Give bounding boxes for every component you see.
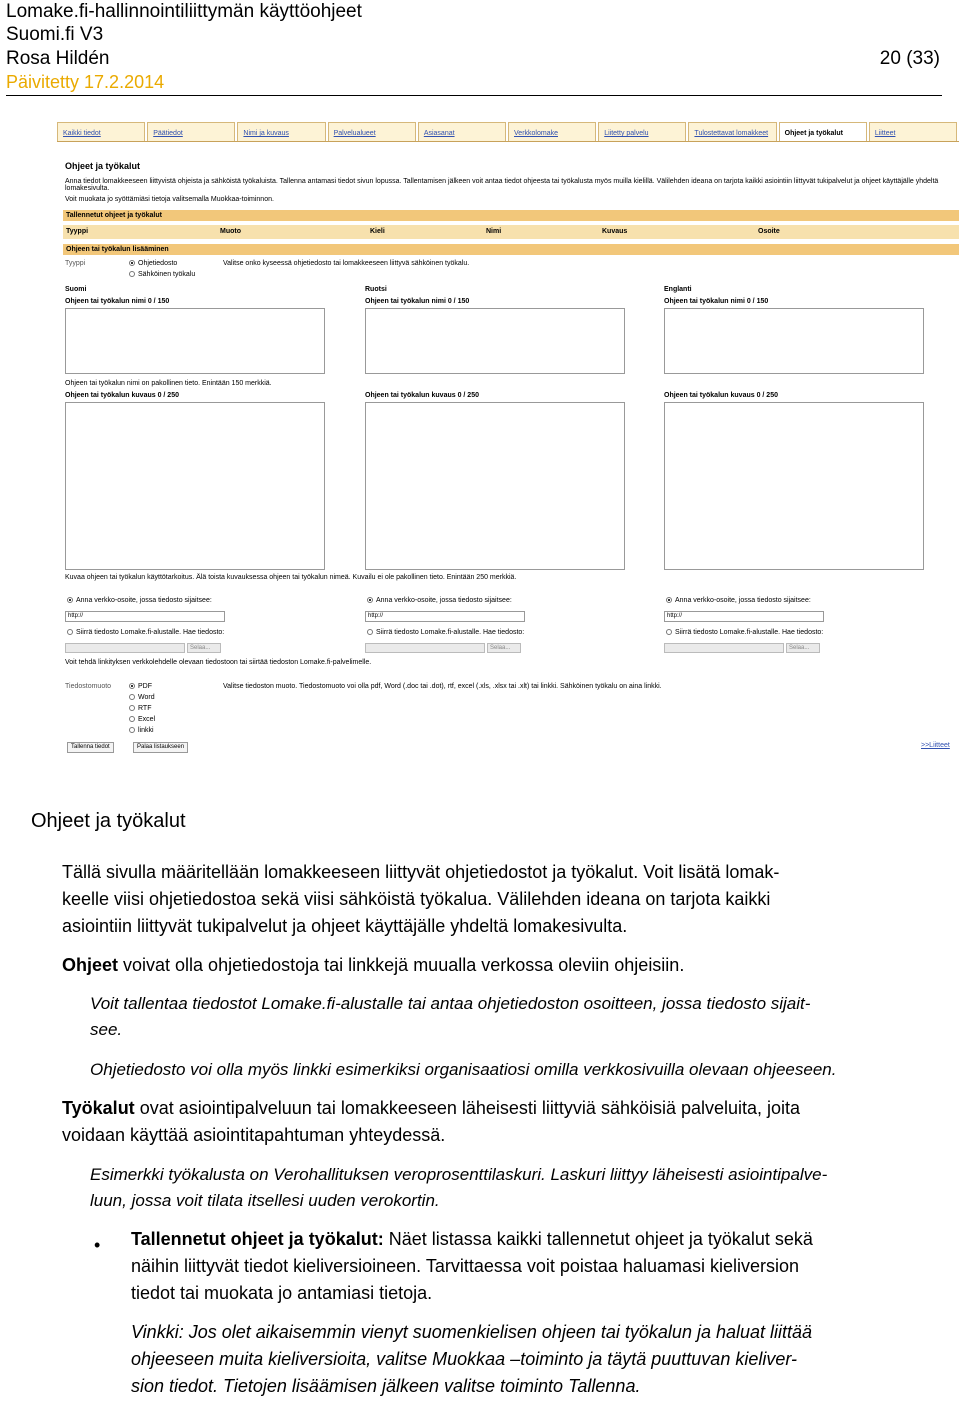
back-to-list-button[interactable]: Palaa listaukseen: [133, 742, 188, 753]
format-option-rtf[interactable]: RTF: [129, 705, 151, 712]
tab-main[interactable]: Päätiedot: [147, 122, 235, 141]
radio-icon: [666, 629, 672, 635]
saved-items-bar: Tallennetut ohjeet ja työkalut: [63, 210, 959, 221]
section-title: Ohjeet ja työkalut: [65, 161, 141, 171]
browse-button-sv[interactable]: Selaa...: [487, 643, 521, 653]
paragraph-5-line-1: Työkalut ovat asiointipalveluun tai lomakkeeseen läheisesti liittyviä sähköisiä palveluita, joita: [62, 1098, 801, 1118]
radio-icon: [129, 683, 135, 689]
edit-hint: Voit muokata jo syöttämiäsi tietoja valitsemalla Muokkaa-toiminnon.: [65, 196, 274, 203]
format-option-link[interactable]: linkki: [129, 727, 154, 734]
paragraph-3-line-2: see.: [90, 1020, 123, 1039]
desc-label-sv: Ohjeen tai työkalun kuvaus 0 / 250: [365, 392, 479, 399]
lang-fi: Suomi: [65, 286, 87, 293]
doc-version: Suomi.fi V3: [6, 24, 104, 45]
radio-icon: [129, 271, 135, 277]
intro-text: Anna tiedot lomakkeeseen liittyvistä ohjeista ja sähköistä työkaluista. Tallenna antamasi tiedot sivun lopussa. Tallentamisen jälkeen voit antaa tiedot ohjeesta tai työkalusta myös muilla kielillä. Välilehden ideana on tarjota kaikki asiointiin liittyvät tukipalvelut ja ohjeet käyttäjälle yhdeltä lomakesivulta.: [65, 178, 939, 192]
desc-label-fi: Ohjeen tai työkalun kuvaus 0 / 250: [65, 392, 179, 399]
radio-icon: [129, 716, 135, 722]
radio-icon: [129, 260, 135, 266]
paragraph-1-line-3: asiointiin liittyvät tukipalvelut ja ohjeet käyttäjälle yhdeltä lomakesivulta.: [62, 916, 628, 936]
tab-guides-tools[interactable]: Ohjeet ja työkalut: [779, 122, 867, 141]
bullet-icon: •: [94, 1235, 101, 1255]
next-attachments-link[interactable]: >>Liitteet: [921, 742, 950, 749]
file-radio-fi[interactable]: Siirrä tiedosto Lomake.fi-alustalle. Hae tiedosto:: [67, 629, 224, 636]
type-option-guide[interactable]: Ohjetiedosto: [129, 260, 177, 267]
add-item-bar: Ohjeen tai työkalun lisääminen: [63, 244, 959, 255]
browse-button-fi[interactable]: Selaa...: [187, 643, 221, 653]
name-textarea-sv[interactable]: [365, 308, 625, 374]
doc-title: Lomake.fi-hallinnointiliittymän käyttöohjeet: [6, 1, 362, 22]
type-label: Tyyppi: [65, 260, 86, 267]
url-input-fi[interactable]: http://: [65, 611, 225, 622]
embedded-screenshot: [57, 118, 959, 758]
tip-line-2: ohjeeseen muita kieliversioita, valitse Muokkaa –toiminto ja täytä puuttuvan kieliver-: [131, 1349, 798, 1369]
type-option-tool[interactable]: Sähköinen työkalu: [129, 271, 195, 278]
col-address: Osoite: [758, 228, 780, 235]
tip-line-1: Vinkki: Jos olet aikaisemmin vienyt suomenkielisen ohjeen tai työkalun ja haluat liittää: [131, 1322, 813, 1342]
bullet-line-3: tiedot tai muokata jo antamiasi tietoja.: [131, 1283, 433, 1303]
desc-textarea-en[interactable]: [664, 402, 924, 570]
bullet-line-1: Tallennetut ohjeet ja työkalut: Näet listassa kaikki tallennetut ohjeet ja työkalut sekä: [131, 1229, 813, 1249]
page-header: [6, 0, 942, 96]
radio-icon: [367, 629, 373, 635]
tab-keywords[interactable]: Asiasanat: [418, 122, 506, 141]
desc-help: Kuvaa ohjeen tai työkalun käyttötarkoitus. Älä toista kuvauksessa ohjeen tai työkalun nimeä. Kuvailu ei ole pakollinen tieto. Enintään 250 merkkiä.: [65, 574, 517, 581]
file-input-en[interactable]: [664, 643, 784, 653]
tab-name[interactable]: Nimi ja kuvaus: [237, 122, 325, 141]
saved-items-header: [63, 225, 959, 239]
paragraph-1-line-2: keelle viisi ohjetiedostoa sekä viisi sähköistä työkalua. Välilehden ideana on tarjota kaikki: [62, 889, 771, 909]
format-help: Valitse tiedoston muoto. Tiedostomuoto voi olla pdf, Word (.doc tai .dot), rtf, excel (.xls, .xlsx tai .xlt) tai linkki. Sähköinen työkalu on aina linkki.: [223, 683, 662, 690]
col-type: Tyyppi: [66, 228, 89, 235]
format-option-pdf[interactable]: PDF: [129, 683, 152, 690]
file-radio-sv[interactable]: Siirrä tiedosto Lomake.fi-alustalle. Hae tiedosto:: [367, 629, 524, 636]
tab-attachments[interactable]: Liitteet: [869, 122, 957, 141]
col-language: Kieli: [370, 228, 385, 235]
lang-en: Englanti: [664, 286, 692, 293]
browse-button-en[interactable]: Selaa...: [786, 643, 820, 653]
name-label-fi: Ohjeen tai työkalun nimi 0 / 150: [65, 298, 170, 305]
paragraph-3-line-1: Voit tallentaa tiedostot Lomake.fi-alustalle tai antaa ohjetiedoston osoitteen, jossa tiedosto sijait-: [90, 994, 811, 1013]
file-input-sv[interactable]: [365, 643, 485, 653]
url-input-sv[interactable]: http://: [365, 611, 525, 622]
col-description: Kuvaus: [602, 228, 628, 235]
file-input-fi[interactable]: [65, 643, 185, 653]
tab-bar: [57, 122, 959, 142]
format-option-excel[interactable]: Excel: [129, 716, 155, 723]
radio-icon: [129, 727, 135, 733]
name-help: Ohjeen tai työkalun nimi on pakollinen tieto. Enintään 150 merkkiä.: [65, 380, 272, 387]
desc-label-en: Ohjeen tai työkalun kuvaus 0 / 250: [664, 392, 778, 399]
paragraph-5-line-2: voidaan käyttää asiointitapahtuman yhteydessä.: [62, 1125, 446, 1145]
col-format: Muoto: [220, 228, 241, 235]
url-radio-sv[interactable]: Anna verkko-osoite, jossa tiedosto sijaitsee:: [367, 597, 512, 604]
name-label-sv: Ohjeen tai työkalun nimi 0 / 150: [365, 298, 470, 305]
tab-printable[interactable]: Tulostettavat lomakkeet: [688, 122, 776, 141]
paragraph-2: Ohjeet voivat olla ohjetiedostoja tai linkkejä muualla verkossa oleviin ohjeisiin.: [62, 955, 685, 975]
file-radio-en[interactable]: Siirrä tiedosto Lomake.fi-alustalle. Hae tiedosto:: [666, 629, 823, 636]
bullet-line-2: näihin liittyvät tiedot kieliversioineen. Tarvittaessa voit poistaa haluamasi kieliversion: [131, 1256, 800, 1276]
paragraph-1-line-1: Tällä sivulla määritellään lomakkeeseen liittyvät ohjetiedostot ja työkalut. Voit lisätä lomak-: [62, 862, 780, 882]
section-heading: Ohjeet ja työkalut: [31, 810, 186, 832]
url-radio-fi[interactable]: Anna verkko-osoite, jossa tiedosto sijaitsee:: [67, 597, 212, 604]
radio-icon: [367, 597, 373, 603]
format-option-word[interactable]: Word: [129, 694, 155, 701]
lang-sv: Ruotsi: [365, 286, 387, 293]
tab-service[interactable]: Liitetty palvelu: [598, 122, 686, 141]
page-number: 20 (33): [879, 48, 940, 69]
type-help: Valitse onko kyseessä ohjetiedosto tai lomakkeeseen liittyvä sähköinen työkalu.: [223, 260, 470, 267]
radio-icon: [67, 629, 73, 635]
radio-icon: [67, 597, 73, 603]
tab-areas[interactable]: Palvelualueet: [328, 122, 416, 141]
doc-author: Rosa Hildén: [6, 48, 110, 69]
name-label-en: Ohjeen tai työkalun nimi 0 / 150: [664, 298, 769, 305]
col-name: Nimi: [486, 228, 502, 235]
url-input-en[interactable]: http://: [664, 611, 824, 622]
radio-icon: [129, 705, 135, 711]
name-textarea-en[interactable]: [664, 308, 924, 374]
tip-line-3: sion tiedot. Tietojen lisäämisen jälkeen valitse toiminto Tallenna.: [131, 1376, 641, 1396]
desc-textarea-fi[interactable]: [65, 402, 325, 570]
tab-webform[interactable]: Verkkolomake: [508, 122, 596, 141]
paragraph-6-line-2: luun, jossa voit tilata itsellesi uuden verokortin.: [90, 1191, 440, 1210]
desc-textarea-sv[interactable]: [365, 402, 625, 570]
updated-date: Päivitetty 17.2.2014: [6, 72, 165, 92]
radio-icon: [666, 597, 672, 603]
paragraph-4: Ohjetiedosto voi olla myös linkki esimerkiksi organisaatiosi omilla verkkosivuilla olevaan ohjeeseen.: [90, 1060, 837, 1079]
format-label: Tiedostomuoto: [65, 683, 112, 690]
save-button[interactable]: Tallenna tiedot: [67, 742, 114, 753]
name-textarea-fi[interactable]: [65, 308, 325, 374]
file-help: Voit tehdä linkityksen verkkolehdelle olevaan tiedostoon tai siirtää tiedoston Lomake.fi-palvelimelle.: [65, 659, 372, 666]
paragraph-6-line-1: Esimerkki työkalusta on Verohallituksen veroprosenttilaskuri. Laskuri liittyy läheisesti asiointipalve-: [90, 1165, 828, 1184]
tab-all[interactable]: Kaikki tiedot: [57, 122, 145, 141]
url-radio-en[interactable]: Anna verkko-osoite, jossa tiedosto sijaitsee:: [666, 597, 811, 604]
radio-icon: [129, 694, 135, 700]
